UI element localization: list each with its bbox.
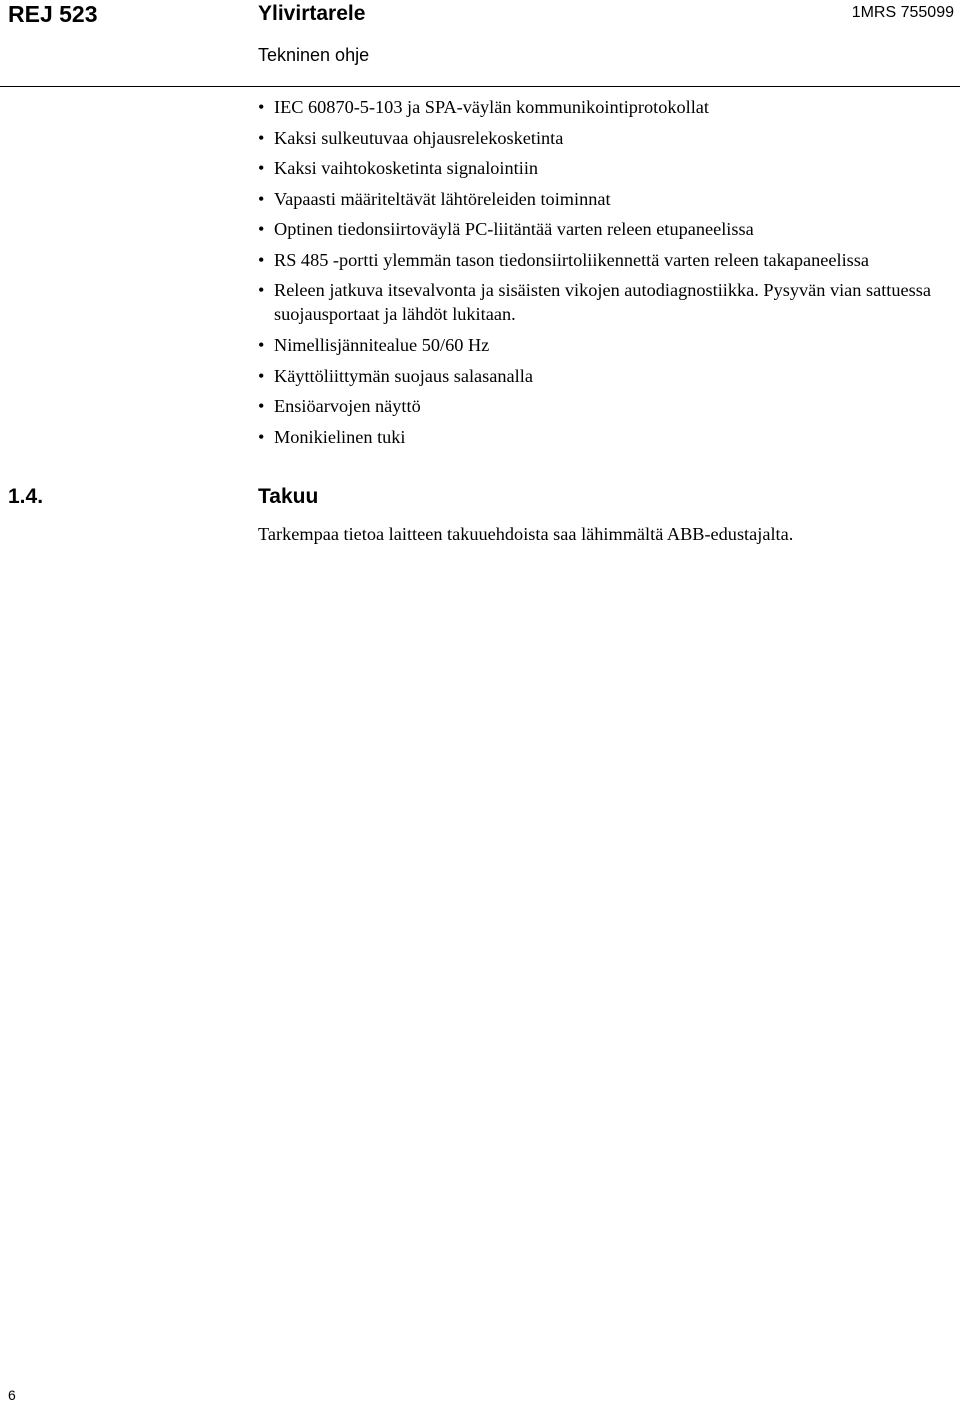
list-item-text: Vapaasti määriteltävät lähtöreleiden toiminnat — [274, 188, 611, 209]
list-item — [258, 364, 958, 388]
list-item-text: Nimellisjännitealue 50/60 Hz — [274, 335, 490, 355]
document-number: 1MRS 755099 — [851, 4, 954, 21]
header-divider — [0, 86, 960, 87]
list-item — [258, 333, 958, 357]
section-heading: Takuu — [258, 485, 319, 508]
list-item — [258, 187, 958, 211]
list-item — [258, 248, 958, 272]
bullet-icon: • — [258, 127, 265, 148]
list-item — [258, 156, 958, 180]
section-paragraph: Tarkempaa tietoa laitteen takuuehdoista saa lähimmältä ABB-edustajalta. — [258, 524, 794, 544]
bullet-icon: • — [258, 249, 265, 270]
bullet-icon: • — [258, 426, 265, 447]
list-item-text: Ensiöarvojen näyttö — [274, 396, 421, 416]
bullet-icon: • — [258, 335, 265, 355]
bullet-icon: • — [258, 97, 265, 117]
list-item — [258, 394, 958, 418]
list-item-text: Optinen tiedonsiirtoväylä PC-liitäntää varten releen etupaneelissa — [274, 219, 754, 239]
list-item — [258, 126, 958, 150]
list-item — [258, 217, 958, 241]
list-item-text: Monikielinen tuki — [274, 426, 406, 447]
list-item-text: RS 485 -portti ylemmän tason tiedonsiirtoliikennettä varten releen takapaneelissa — [274, 249, 869, 270]
bullet-icon: • — [258, 365, 265, 386]
page-number: 6 — [8, 1387, 16, 1403]
bullet-icon: • — [258, 219, 265, 239]
list-item-text: Releen jatkuva itsevalvonta ja sisäisten vikojen autodiagnostiikka. Pysyvän vian sattuessa suojausportaat ja lähdöt lukitaan. — [274, 280, 931, 324]
product-code: REJ 523 — [8, 1, 98, 27]
list-item-text: IEC 60870-5-103 ja SPA-väylän kommunikointiprotokollat — [274, 97, 710, 117]
list-item — [258, 278, 958, 326]
bullet-icon: • — [258, 158, 265, 178]
section-number: 1.4. — [8, 485, 44, 508]
list-item — [258, 425, 958, 449]
feature-list — [258, 95, 958, 455]
bullet-icon: • — [258, 280, 265, 300]
list-item-text: Kaksi vaihtokosketinta signalointiin — [274, 158, 539, 178]
bullet-icon: • — [258, 396, 265, 416]
list-item-text: Kaksi sulkeutuvaa ohjausrelekosketinta — [274, 127, 564, 148]
bullet-icon: • — [258, 188, 265, 209]
document-title: Ylivirtarele — [258, 2, 366, 25]
list-item-text: Käyttöliittymän suojaus salasanalla — [274, 365, 533, 386]
document-subtitle: Tekninen ohje — [258, 45, 370, 65]
list-item — [258, 95, 958, 119]
